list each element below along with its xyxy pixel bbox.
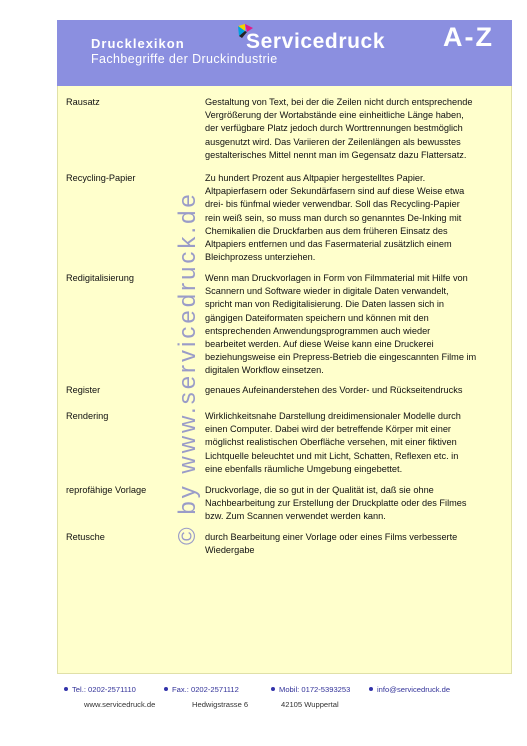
copyright-watermark: © by www.servicedruck.de xyxy=(174,191,201,545)
footer-contact-row xyxy=(64,685,484,697)
footer-city: 42105 Wuppertal xyxy=(281,700,339,709)
footer-fax: Fax.: 0202-2571112 xyxy=(164,685,239,694)
bullet-icon xyxy=(164,687,168,691)
page-header xyxy=(57,20,512,86)
page-title: Drucklexikon xyxy=(91,36,185,51)
glossary-term: Register xyxy=(66,385,101,395)
footer-mobile: Mobil: 0172-5393253 xyxy=(271,685,350,694)
footer-website[interactable]: www.servicedruck.de xyxy=(84,700,156,709)
glossary-definition: genaues Aufeinanderstehen des Vorder- und Rückseitendrucks xyxy=(205,385,463,395)
footer-phone: Tel.: 0202-2571110 xyxy=(64,685,136,694)
footer-email[interactable]: info@servicedruck.de xyxy=(369,685,450,694)
servicedruck-logo xyxy=(236,24,411,56)
bullet-icon xyxy=(369,687,373,691)
bullet-icon xyxy=(64,687,68,691)
glossary-definition: Gestaltung von Text, bei der die Zeilen nicht durch entsprechende Vergrößerung der Wortabstände eine einheitliche Länge haben, der verfügbare Platz jedoch durch Worttrennungen bestmöglich ausgenutzt wird. Das Variieren der Zeilenlängen als bewusstes gestalterisches Mittel nennt man im Gegensatz dazu Flattersatz. xyxy=(205,97,473,160)
page-subtitle: Fachbegriffe der Druckindustrie xyxy=(91,52,278,66)
glossary-term: Recycling-Papier xyxy=(66,173,136,183)
glossary-term: Retusche xyxy=(66,532,105,542)
brand-name: Servicedruck xyxy=(246,30,386,53)
glossary-definition: durch Bearbeitung einer Vorlage oder eines Films verbesserte Wiedergabe xyxy=(205,532,458,556)
glossary-definition: Zu hundert Prozent aus Altpapier hergestelltes Papier. Altpapierfasern oder Sekundärfasern sind auf diese Weise etwa drei- bis fünfmal wieder verwendbar. Soll das Recycling-Papier rein weiß sein, so muss man durch so genanntes De-Inking mit Chemikalien die Druckfarben aus dem früheren Einsatz des Altpapiers entfernen und das Fasermaterial zusätzlich einem Bleichprozess unterziehen. xyxy=(205,173,465,263)
alphabet-range: A-Z xyxy=(443,22,494,52)
glossary-definition: Wenn man Druckvorlagen in Form von Filmmaterial mit Hilfe von Scannern und Software wieder in digitale Daten verwandelt, spricht man von Redigitalisierung. Die Daten lassen sich in gängigen Dateiformaten speichern und können mit den entsprechenden Anwendungsprogrammen auch wieder bearbeitet werden. Auf diese Weise kann eine Druckerei beziehungsweise ein Prepress-Betrieb die eingescannten Filme im digitalen Workflow einsetzen. xyxy=(205,273,477,376)
glossary-definition: Druckvorlage, die so gut in der Qualität ist, daß sie ohne Nachbearbeitung zur Erstellung der Druckplatte oder des Filmes bzw. Zum Scannen verwendet werden kann. xyxy=(205,485,467,522)
glossary-term: Rausatz xyxy=(66,97,100,107)
footer-street: Hedwigstrasse 6 xyxy=(192,700,249,709)
bullet-icon xyxy=(271,687,275,691)
footer-address-row xyxy=(64,700,484,712)
glossary-term: Rendering xyxy=(66,411,109,421)
glossary-term: Redigitalisierung xyxy=(66,273,134,283)
glossary-definition: Wirklichkeitsnahe Darstellung dreidimensionaler Modelle durch einen Computer. Dabei wird der betreffende Körper mit einer möglichst realistischen Oberfläche versehen, mit einer fiktiven Lichtquelle beleuchtet und mit Licht, Schatten, Reflexen etc. in eine ebenfalls räumliche Umgebung eingebettet. xyxy=(205,411,461,474)
glossary-term: reprofähige Vorlage xyxy=(66,485,147,495)
